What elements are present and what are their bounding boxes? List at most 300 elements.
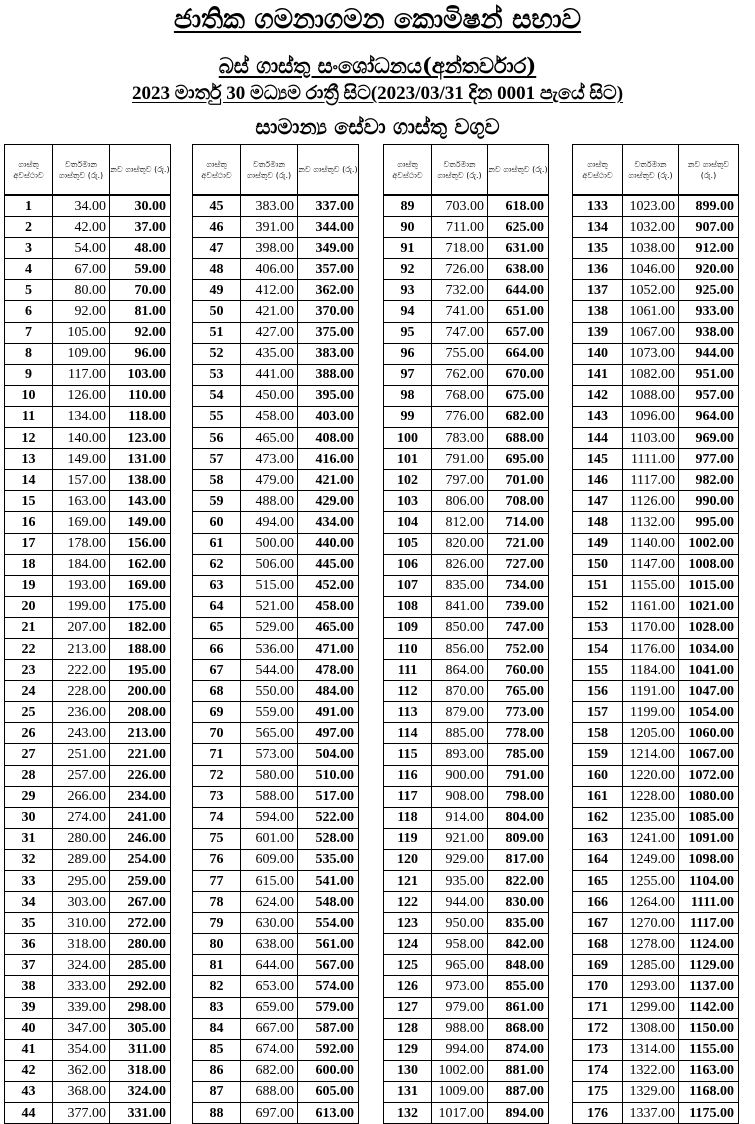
stage-number: 98 xyxy=(384,385,432,406)
stage-number: 80 xyxy=(193,934,241,955)
stage-number: 29 xyxy=(5,786,53,807)
stage-number: 157 xyxy=(573,702,623,723)
stage-number: 7 xyxy=(5,322,53,343)
table-row xyxy=(5,660,171,681)
stage-number: 61 xyxy=(193,533,241,554)
current-fare: 950.00 xyxy=(432,913,488,934)
current-fare: 295.00 xyxy=(53,871,110,892)
table-row xyxy=(573,322,739,343)
new-fare: 110.00 xyxy=(110,385,171,406)
stage-number: 48 xyxy=(193,259,241,280)
new-fare: 267.00 xyxy=(110,892,171,913)
stage-number: 142 xyxy=(573,385,623,406)
current-fare: 870.00 xyxy=(432,681,488,702)
new-fare: 440.00 xyxy=(298,533,359,554)
current-fare: 1017.00 xyxy=(432,1103,488,1124)
new-fare: 246.00 xyxy=(110,828,171,849)
current-fare: 488.00 xyxy=(241,491,298,512)
current-fare: 850.00 xyxy=(432,617,488,638)
stage-number: 44 xyxy=(5,1103,53,1124)
stage-number: 175 xyxy=(573,1081,623,1102)
stage-number: 125 xyxy=(384,955,432,976)
new-fare: 855.00 xyxy=(488,976,549,997)
table-row xyxy=(573,681,739,702)
table-row xyxy=(193,385,359,406)
current-fare: 1214.00 xyxy=(623,744,679,765)
stage-number: 35 xyxy=(5,913,53,934)
table-row xyxy=(5,892,171,913)
new-fare: 675.00 xyxy=(488,385,549,406)
table-row xyxy=(384,575,549,596)
new-fare: 1060.00 xyxy=(679,723,739,744)
new-fare: 579.00 xyxy=(298,997,359,1018)
current-fare: 169.00 xyxy=(53,512,110,533)
new-fare: 688.00 xyxy=(488,428,549,449)
stage-number: 92 xyxy=(384,259,432,280)
new-fare: 37.00 xyxy=(110,217,171,238)
stage-number: 82 xyxy=(193,976,241,997)
stage-number: 139 xyxy=(573,322,623,343)
stage-number: 104 xyxy=(384,512,432,533)
stage-number: 150 xyxy=(573,554,623,575)
table-row xyxy=(384,343,549,364)
stage-number: 136 xyxy=(573,259,623,280)
stage-number: 113 xyxy=(384,702,432,723)
current-fare: 529.00 xyxy=(241,617,298,638)
new-fare: 592.00 xyxy=(298,1039,359,1060)
stage-number: 130 xyxy=(384,1060,432,1081)
new-fare: 1034.00 xyxy=(679,638,739,659)
stage-number: 128 xyxy=(384,1018,432,1039)
new-fare: 848.00 xyxy=(488,955,549,976)
current-fare: 601.00 xyxy=(241,828,298,849)
new-fare: 195.00 xyxy=(110,660,171,681)
current-fare: 1308.00 xyxy=(623,1018,679,1039)
stage-number: 49 xyxy=(193,280,241,301)
table-row xyxy=(193,828,359,849)
stage-number: 137 xyxy=(573,280,623,301)
current-fare: 500.00 xyxy=(241,533,298,554)
table-row xyxy=(5,280,171,301)
table-row xyxy=(5,512,171,533)
new-fare: 429.00 xyxy=(298,491,359,512)
table-row xyxy=(193,280,359,301)
current-fare: 653.00 xyxy=(241,976,298,997)
current-fare: 412.00 xyxy=(241,280,298,301)
table-row xyxy=(5,955,171,976)
current-fare: 841.00 xyxy=(432,596,488,617)
table-row xyxy=(384,280,549,301)
stage-number: 62 xyxy=(193,554,241,575)
table-row xyxy=(384,596,549,617)
table-row xyxy=(5,849,171,870)
current-fare: 1278.00 xyxy=(623,934,679,955)
table-row xyxy=(384,217,549,238)
new-fare: 798.00 xyxy=(488,786,549,807)
stage-number: 129 xyxy=(384,1039,432,1060)
header-new-fare: නව ගාස්තුව (රු.) xyxy=(298,145,359,196)
current-fare: 1073.00 xyxy=(623,343,679,364)
current-fare: 1264.00 xyxy=(623,892,679,913)
stage-number: 51 xyxy=(193,322,241,343)
table-row xyxy=(573,660,739,681)
new-fare: 695.00 xyxy=(488,449,549,470)
table-row xyxy=(384,744,549,765)
current-fare: 544.00 xyxy=(241,660,298,681)
stage-number: 31 xyxy=(5,828,53,849)
table-row xyxy=(384,702,549,723)
table-row xyxy=(384,259,549,280)
table-row xyxy=(573,575,739,596)
new-fare: 30.00 xyxy=(110,195,171,217)
stage-number: 159 xyxy=(573,744,623,765)
new-fare: 213.00 xyxy=(110,723,171,744)
stage-number: 53 xyxy=(193,364,241,385)
table-row xyxy=(384,195,549,217)
new-fare: 708.00 xyxy=(488,491,549,512)
current-fare: 134.00 xyxy=(53,406,110,427)
stage-number: 151 xyxy=(573,575,623,596)
stage-number: 41 xyxy=(5,1039,53,1060)
table-row xyxy=(573,449,739,470)
new-fare: 618.00 xyxy=(488,195,549,217)
table-row xyxy=(573,364,739,385)
new-fare: 773.00 xyxy=(488,702,549,723)
current-fare: 506.00 xyxy=(241,554,298,575)
new-fare: 331.00 xyxy=(110,1103,171,1124)
stage-number: 64 xyxy=(193,596,241,617)
stage-number: 122 xyxy=(384,892,432,913)
new-fare: 613.00 xyxy=(298,1103,359,1124)
table-row xyxy=(193,1039,359,1060)
table-row xyxy=(573,744,739,765)
current-fare: 339.00 xyxy=(53,997,110,1018)
current-fare: 864.00 xyxy=(432,660,488,681)
new-fare: 504.00 xyxy=(298,744,359,765)
current-fare: 783.00 xyxy=(432,428,488,449)
stage-number: 170 xyxy=(573,976,623,997)
table-row xyxy=(5,343,171,364)
new-fare: 1129.00 xyxy=(679,955,739,976)
stage-number: 93 xyxy=(384,280,432,301)
stage-number: 109 xyxy=(384,617,432,638)
current-fare: 573.00 xyxy=(241,744,298,765)
header-stage: ගාස්තු අවස්ථාව xyxy=(384,145,432,196)
table-row xyxy=(384,470,549,491)
current-fare: 1046.00 xyxy=(623,259,679,280)
table-row xyxy=(384,238,549,259)
new-fare: 357.00 xyxy=(298,259,359,280)
new-fare: 907.00 xyxy=(679,217,739,238)
new-fare: 208.00 xyxy=(110,702,171,723)
stage-number: 58 xyxy=(193,470,241,491)
current-fare: 1270.00 xyxy=(623,913,679,934)
new-fare: 938.00 xyxy=(679,322,739,343)
new-fare: 118.00 xyxy=(110,406,171,427)
table-row xyxy=(5,786,171,807)
stage-number: 11 xyxy=(5,406,53,427)
new-fare: 982.00 xyxy=(679,470,739,491)
stage-number: 110 xyxy=(384,638,432,659)
current-fare: 550.00 xyxy=(241,681,298,702)
current-fare: 615.00 xyxy=(241,871,298,892)
new-fare: 944.00 xyxy=(679,343,739,364)
stage-number: 5 xyxy=(5,280,53,301)
new-fare: 933.00 xyxy=(679,301,739,322)
current-fare: 1126.00 xyxy=(623,491,679,512)
table-row xyxy=(573,428,739,449)
current-fare: 1067.00 xyxy=(623,322,679,343)
stage-number: 140 xyxy=(573,343,623,364)
current-fare: 207.00 xyxy=(53,617,110,638)
current-fare: 630.00 xyxy=(241,913,298,934)
current-fare: 732.00 xyxy=(432,280,488,301)
new-fare: 874.00 xyxy=(488,1039,549,1060)
current-fare: 929.00 xyxy=(432,849,488,870)
new-fare: 280.00 xyxy=(110,934,171,955)
new-fare: 631.00 xyxy=(488,238,549,259)
current-fare: 559.00 xyxy=(241,702,298,723)
table-row xyxy=(5,491,171,512)
current-fare: 536.00 xyxy=(241,638,298,659)
stage-number: 68 xyxy=(193,681,241,702)
stage-number: 138 xyxy=(573,301,623,322)
stage-number: 119 xyxy=(384,828,432,849)
current-fare: 588.00 xyxy=(241,786,298,807)
current-fare: 67.00 xyxy=(53,259,110,280)
stage-number: 126 xyxy=(384,976,432,997)
new-fare: 81.00 xyxy=(110,301,171,322)
new-fare: 778.00 xyxy=(488,723,549,744)
new-fare: 951.00 xyxy=(679,364,739,385)
new-fare: 375.00 xyxy=(298,322,359,343)
new-fare: 226.00 xyxy=(110,765,171,786)
current-fare: 494.00 xyxy=(241,512,298,533)
table-row xyxy=(193,660,359,681)
current-fare: 163.00 xyxy=(53,491,110,512)
current-fare: 1096.00 xyxy=(623,406,679,427)
stage-number: 72 xyxy=(193,765,241,786)
table-row xyxy=(5,976,171,997)
new-fare: 421.00 xyxy=(298,470,359,491)
stage-number: 134 xyxy=(573,217,623,238)
stage-number: 160 xyxy=(573,765,623,786)
table-row xyxy=(573,491,739,512)
current-fare: 515.00 xyxy=(241,575,298,596)
document-title: ජාතික ගමනාගමන කොමිෂන් සභාව xyxy=(173,4,582,35)
new-fare: 969.00 xyxy=(679,428,739,449)
current-fare: 697.00 xyxy=(241,1103,298,1124)
stage-number: 114 xyxy=(384,723,432,744)
table-row xyxy=(193,343,359,364)
new-fare: 682.00 xyxy=(488,406,549,427)
new-fare: 1072.00 xyxy=(679,765,739,786)
table-row xyxy=(384,364,549,385)
table-row xyxy=(5,638,171,659)
current-fare: 303.00 xyxy=(53,892,110,913)
stage-number: 81 xyxy=(193,955,241,976)
stage-number: 145 xyxy=(573,449,623,470)
stage-number: 26 xyxy=(5,723,53,744)
new-fare: 1168.00 xyxy=(679,1081,739,1102)
new-fare: 835.00 xyxy=(488,913,549,934)
new-fare: 324.00 xyxy=(110,1081,171,1102)
header-new-fare: නව ගාස්තුව (රු.) xyxy=(110,145,171,196)
current-fare: 465.00 xyxy=(241,428,298,449)
table-row xyxy=(384,934,549,955)
stage-number: 38 xyxy=(5,976,53,997)
current-fare: 521.00 xyxy=(241,596,298,617)
table-row xyxy=(384,406,549,427)
new-fare: 1085.00 xyxy=(679,807,739,828)
current-fare: 1038.00 xyxy=(623,238,679,259)
table-row xyxy=(384,512,549,533)
current-fare: 318.00 xyxy=(53,934,110,955)
new-fare: 103.00 xyxy=(110,364,171,385)
new-fare: 899.00 xyxy=(679,195,739,217)
current-fare: 1205.00 xyxy=(623,723,679,744)
table-row xyxy=(573,406,739,427)
table-row xyxy=(384,428,549,449)
table-row xyxy=(384,617,549,638)
stage-number: 116 xyxy=(384,765,432,786)
stage-number: 45 xyxy=(193,195,241,217)
stage-number: 3 xyxy=(5,238,53,259)
stage-number: 133 xyxy=(573,195,623,217)
stage-number: 14 xyxy=(5,470,53,491)
current-fare: 914.00 xyxy=(432,807,488,828)
new-fare: 625.00 xyxy=(488,217,549,238)
table-row xyxy=(384,955,549,976)
new-fare: 977.00 xyxy=(679,449,739,470)
stage-number: 120 xyxy=(384,849,432,870)
current-fare: 435.00 xyxy=(241,343,298,364)
stage-number: 121 xyxy=(384,871,432,892)
new-fare: 162.00 xyxy=(110,554,171,575)
stage-number: 103 xyxy=(384,491,432,512)
stage-number: 127 xyxy=(384,997,432,1018)
stage-number: 59 xyxy=(193,491,241,512)
current-fare: 703.00 xyxy=(432,195,488,217)
header-current-fare: වර්තමාන ගාස්තුව (රු.) xyxy=(623,145,679,196)
table-row xyxy=(193,976,359,997)
stage-number: 19 xyxy=(5,575,53,596)
new-fare: 804.00 xyxy=(488,807,549,828)
stage-number: 23 xyxy=(5,660,53,681)
stage-number: 101 xyxy=(384,449,432,470)
stage-number: 87 xyxy=(193,1081,241,1102)
current-fare: 718.00 xyxy=(432,238,488,259)
stage-number: 91 xyxy=(384,238,432,259)
current-fare: 222.00 xyxy=(53,660,110,681)
new-fare: 298.00 xyxy=(110,997,171,1018)
stage-number: 154 xyxy=(573,638,623,659)
table-row xyxy=(5,195,171,217)
current-fare: 149.00 xyxy=(53,449,110,470)
table-row xyxy=(573,259,739,280)
current-fare: 383.00 xyxy=(241,195,298,217)
current-fare: 126.00 xyxy=(53,385,110,406)
table-row xyxy=(193,702,359,723)
current-fare: 994.00 xyxy=(432,1039,488,1060)
stage-number: 86 xyxy=(193,1060,241,1081)
new-fare: 1002.00 xyxy=(679,533,739,554)
table-row xyxy=(193,512,359,533)
current-fare: 347.00 xyxy=(53,1018,110,1039)
new-fare: 912.00 xyxy=(679,238,739,259)
current-fare: 644.00 xyxy=(241,955,298,976)
stage-number: 85 xyxy=(193,1039,241,1060)
new-fare: 727.00 xyxy=(488,554,549,575)
table-row xyxy=(5,554,171,575)
new-fare: 561.00 xyxy=(298,934,359,955)
table-row xyxy=(573,1018,739,1039)
stage-number: 106 xyxy=(384,554,432,575)
stage-number: 100 xyxy=(384,428,432,449)
stage-number: 17 xyxy=(5,533,53,554)
table-row xyxy=(193,638,359,659)
stage-number: 168 xyxy=(573,934,623,955)
table-row xyxy=(384,638,549,659)
new-fare: 822.00 xyxy=(488,871,549,892)
current-fare: 1088.00 xyxy=(623,385,679,406)
new-fare: 920.00 xyxy=(679,259,739,280)
new-fare: 188.00 xyxy=(110,638,171,659)
stage-number: 111 xyxy=(384,660,432,681)
table-row xyxy=(573,1060,739,1081)
new-fare: 1142.00 xyxy=(679,997,739,1018)
table-row xyxy=(193,871,359,892)
current-fare: 333.00 xyxy=(53,976,110,997)
table-row xyxy=(384,871,549,892)
new-fare: 861.00 xyxy=(488,997,549,1018)
stage-number: 8 xyxy=(5,343,53,364)
new-fare: 664.00 xyxy=(488,343,549,364)
table-row xyxy=(384,1103,549,1124)
current-fare: 140.00 xyxy=(53,428,110,449)
table-row xyxy=(573,617,739,638)
table-row xyxy=(384,660,549,681)
stage-number: 118 xyxy=(384,807,432,828)
new-fare: 760.00 xyxy=(488,660,549,681)
header-current-fare: වර්තමාන ගාස්තුව (රු.) xyxy=(53,145,110,196)
new-fare: 1008.00 xyxy=(679,554,739,575)
table-row xyxy=(384,554,549,575)
current-fare: 674.00 xyxy=(241,1039,298,1060)
current-fare: 354.00 xyxy=(53,1039,110,1060)
current-fare: 1255.00 xyxy=(623,871,679,892)
current-fare: 1235.00 xyxy=(623,807,679,828)
stage-number: 164 xyxy=(573,849,623,870)
stage-number: 105 xyxy=(384,533,432,554)
new-fare: 96.00 xyxy=(110,343,171,364)
table-row xyxy=(5,702,171,723)
current-fare: 1082.00 xyxy=(623,364,679,385)
new-fare: 734.00 xyxy=(488,575,549,596)
current-fare: 768.00 xyxy=(432,385,488,406)
document-subtitle: බස් ගාස්තු සංශෝධනය(අන්තර්වාර) xyxy=(218,53,537,78)
stage-number: 97 xyxy=(384,364,432,385)
current-fare: 199.00 xyxy=(53,596,110,617)
table-row xyxy=(5,406,171,427)
stage-number: 28 xyxy=(5,765,53,786)
current-fare: 1337.00 xyxy=(623,1103,679,1124)
new-fare: 1137.00 xyxy=(679,976,739,997)
current-fare: 973.00 xyxy=(432,976,488,997)
stage-number: 37 xyxy=(5,955,53,976)
current-fare: 289.00 xyxy=(53,849,110,870)
new-fare: 92.00 xyxy=(110,322,171,343)
